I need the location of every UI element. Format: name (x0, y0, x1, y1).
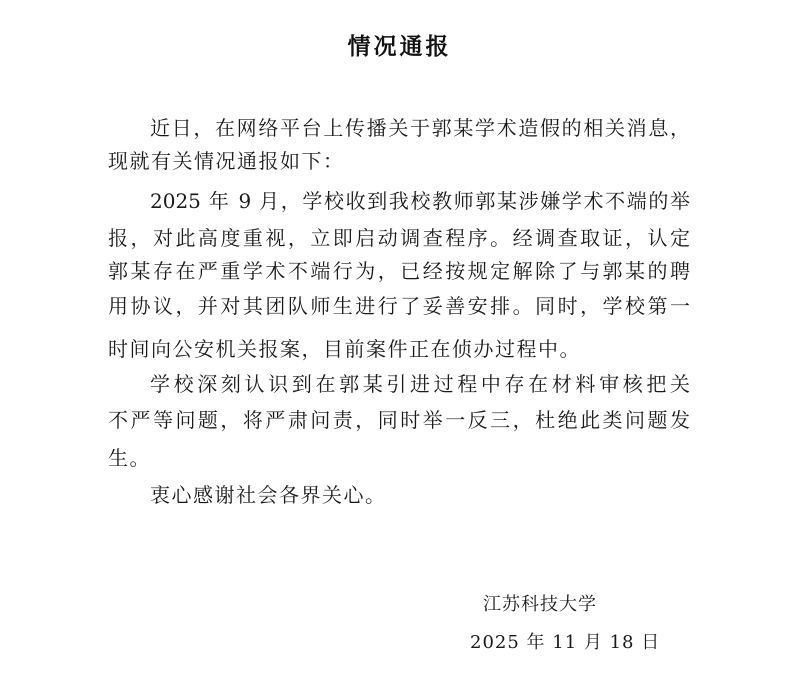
notice-title: 情况通报 (347, 34, 452, 60)
paragraph-3-line-3: 生。 (108, 446, 151, 470)
paragraph-2-line-1: 2025 年 9 月，学校收到我校教师郭某涉嫌学术不端的举 (150, 189, 690, 213)
paragraph-3-line-1: 学校深刻认识到在郭某引进过程中存在材料审核把关 (150, 372, 690, 396)
paragraph-2-line-2: 报，对此高度重视，立即启动调查程序。经调查取证，认定 (108, 226, 690, 250)
paragraph-4-line-1: 衷心感谢社会各界关心。 (150, 483, 387, 507)
paragraph-2-line-3: 郭某存在严重学术不端行为，已经按规定解除了与郭某的聘 (108, 259, 690, 283)
paragraph-1-line-2: 现就有关情况通报如下： (108, 149, 345, 173)
issue-date: 2025 年 11 月 18 日 (470, 632, 661, 653)
paragraph-1-line-1: 近日，在网络平台上传播关于郭某学术造假的相关消息， (150, 116, 690, 140)
paragraph-2-line-5: 时间向公安机关报案，目前案件正在侦办过程中。 (108, 337, 581, 361)
paragraph-2-line-4: 用协议，并对其团队师生进行了妥善安排。同时，学校第一 (108, 294, 690, 318)
issuer-name: 江苏科技大学 (483, 594, 597, 615)
paragraph-3-line-2: 不严等问题，将严肃问责，同时举一反三，杜绝此类问题发 (108, 408, 690, 432)
